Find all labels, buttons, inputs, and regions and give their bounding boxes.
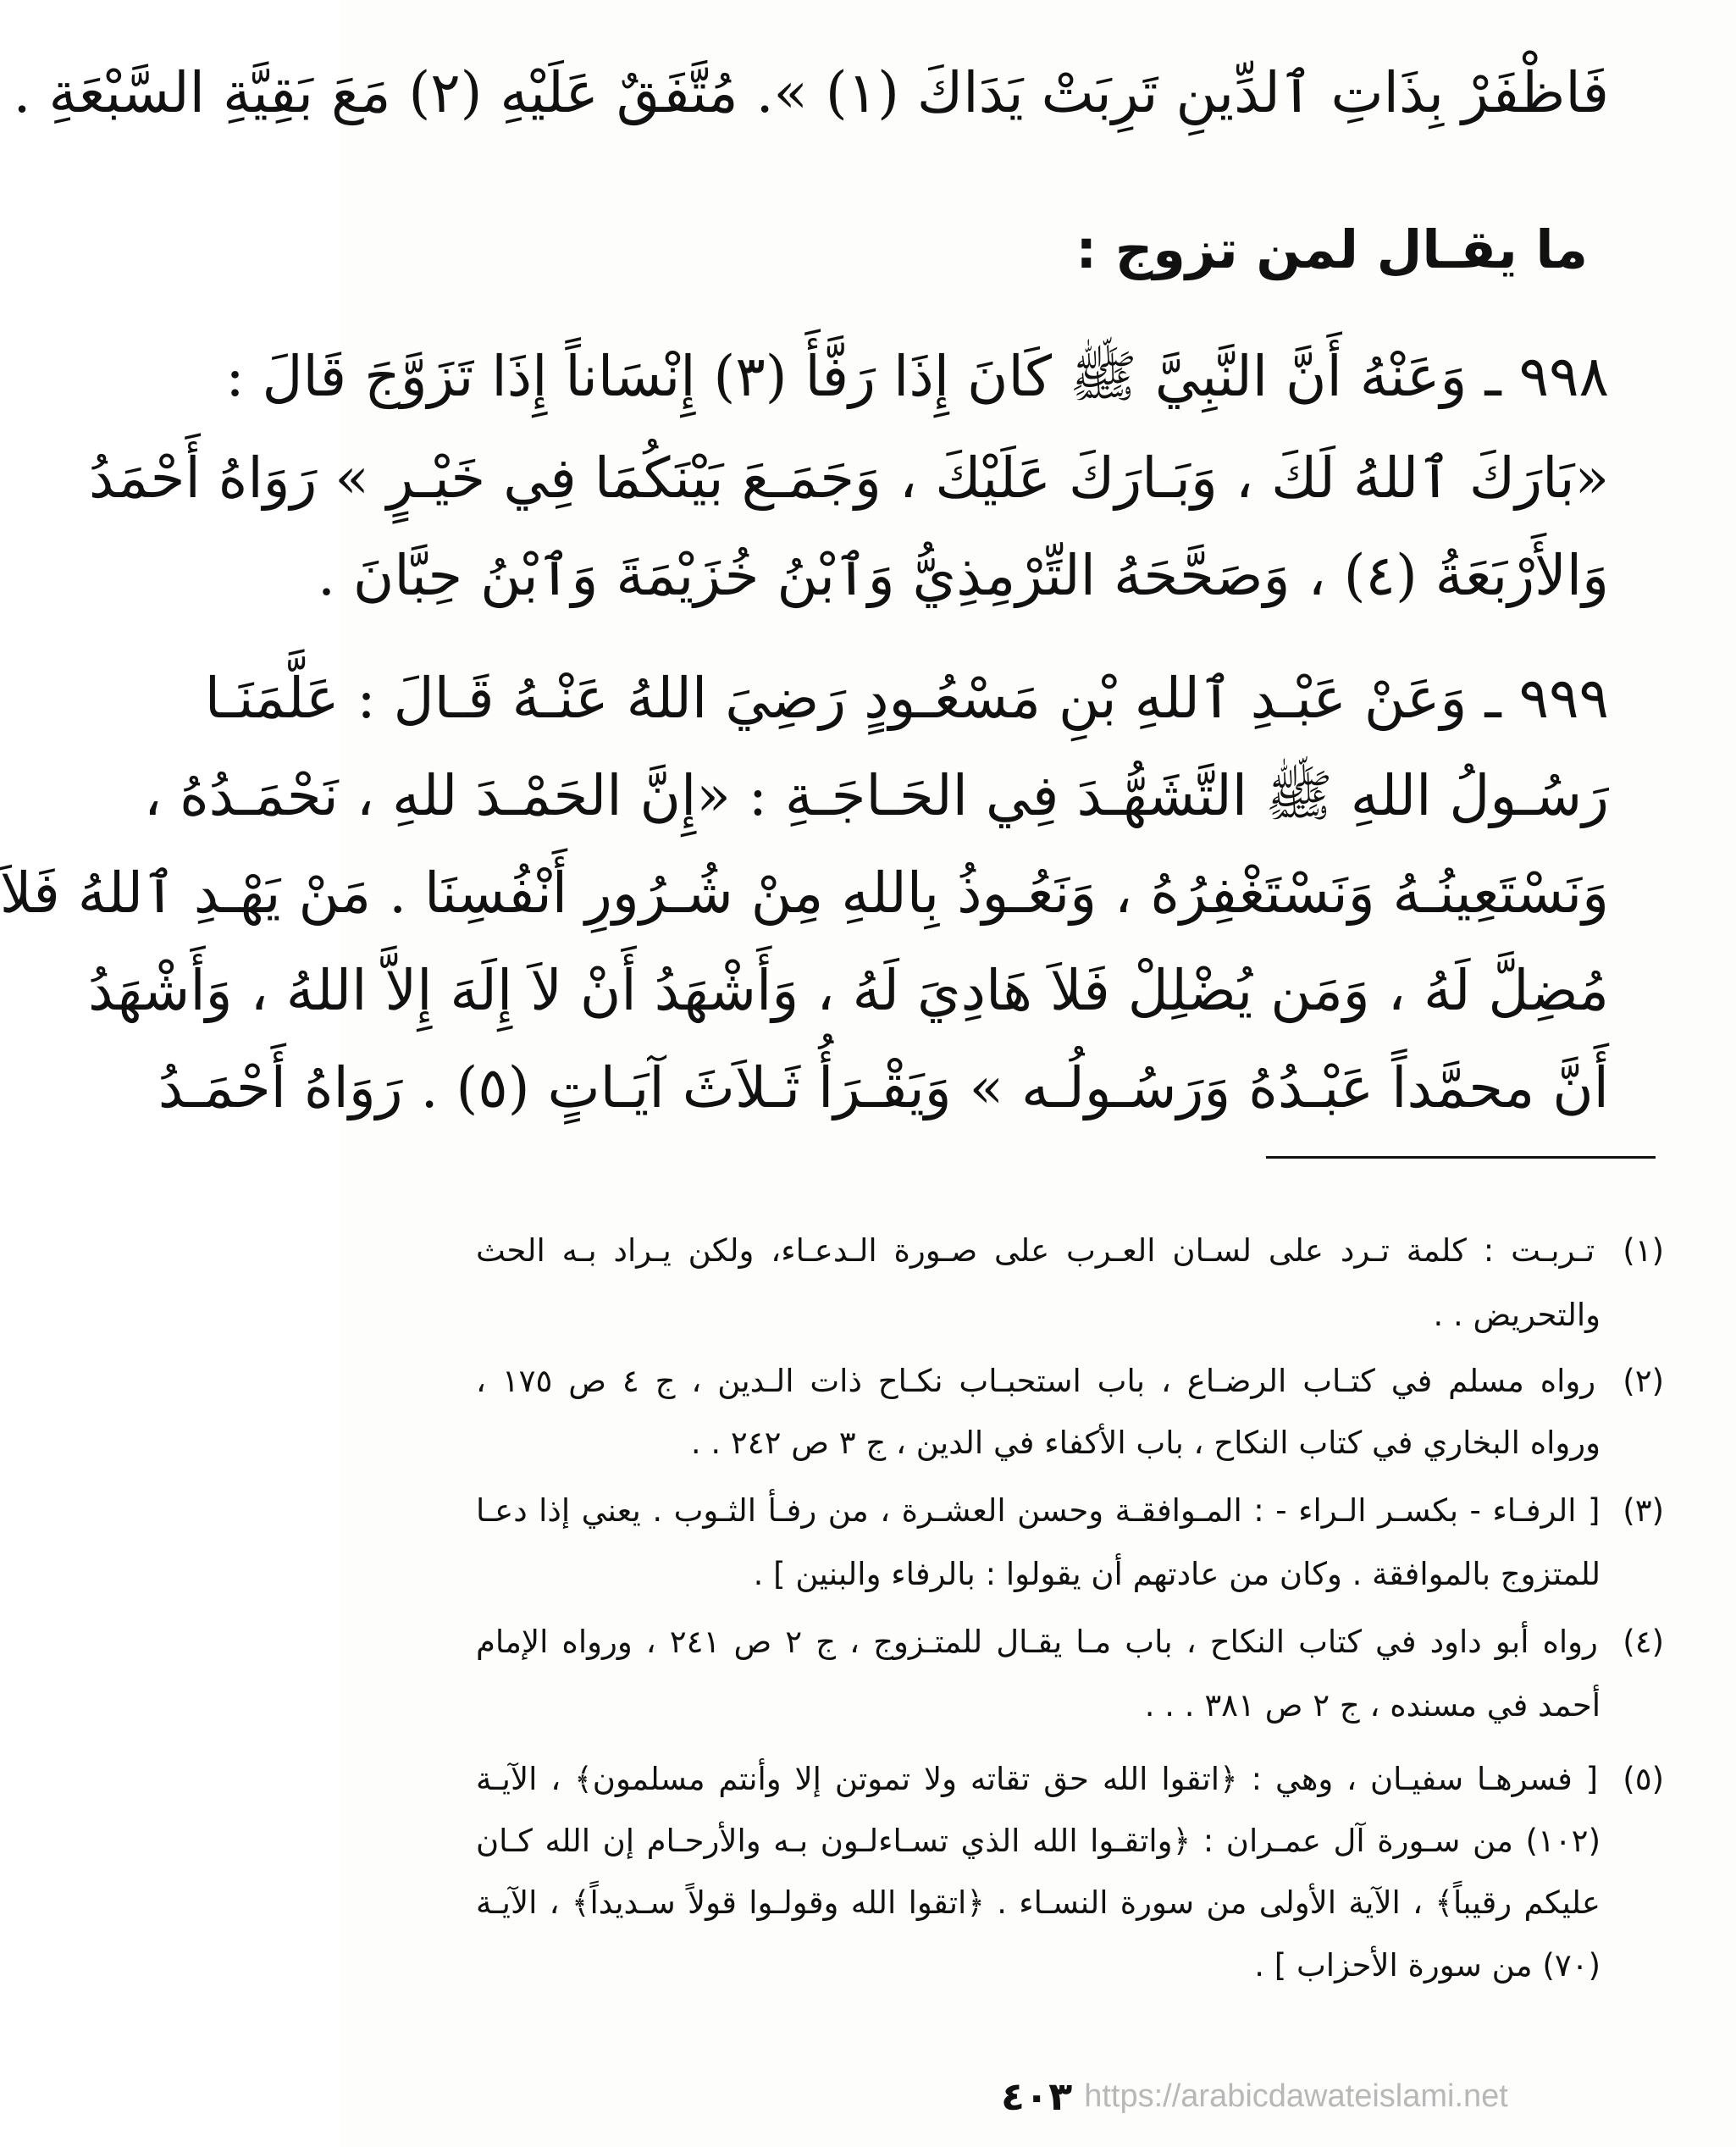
footnote-5-line-2: (١٠٢) من سـورة آل عمـران : ﴿واتقـوا الله الذي تسـاءلـون بـه والأرحـام إن الله كـان bbox=[476, 1823, 1601, 1859]
footnote-5-text: [ فسرهـا سفيـان ، وهي : ﴿اتقوا الله حق تقاته ولا تموتن إلا وأنتم مسلمون﴾ ، الآيـة bbox=[476, 1761, 1599, 1797]
footnote-4-text: رواه أبو داود في كتاب النكاح ، باب مـا يقـال للمتـزوج ، ج ٢ ص ٢٤١ ، ورواه الإمام bbox=[476, 1624, 1598, 1660]
footnote-3-text: [ الرفـاء - بكسـر الـراء - : المـوافقـة وحسن العشـرة ، من رفـأ الثـوب . يعني إذا دعـا bbox=[476, 1492, 1601, 1529]
footnote-divider bbox=[1266, 1156, 1656, 1159]
footnote-1-line-2: والتحريض . . bbox=[1433, 1297, 1601, 1333]
hadith-998-line-2: «بَارَكَ ٱللهُ لَكَ ، وَبَـارَكَ عَلَيْكَ ، وَجَمَـعَ بَيْنَكُمَا فِي خَيْـرٍ » رَوَاهُ أَحْمَدُ bbox=[88, 445, 1609, 511]
footnote-1-text: تـربـت : كلمة تـرد على لسـان العـرب على صـورة الـدعـاء، ولكن يـراد بـه الحث bbox=[476, 1232, 1595, 1269]
footnote-2-line-1 bbox=[476, 1357, 1664, 1406]
footnote-4-line-2: أحمد في مسنده ، ج ٢ ص ٣٨١ . . . bbox=[1144, 1687, 1601, 1724]
watermark: https://arabicdawateislami.net bbox=[1084, 2078, 1508, 2114]
footnote-3-line-1 bbox=[476, 1486, 1664, 1536]
footnote-5-line-3: عليكم رقيباً﴾ ، الآية الأولى من سورة النسـاء . ﴿اتقوا الله وقولـوا قولاً سـديداً﴾ ، الآيـة bbox=[476, 1884, 1601, 1921]
footnote-4-number: (٤) bbox=[1623, 1624, 1664, 1660]
hadith-999-line-1: ٩٩٩ ـ وَعَنْ عَبْـدِ ٱللهِ بْنِ مَسْعُـودٍ رَضِيَ اللهُ عَنْـهُ قَـالَ : عَلَّمَنَـا bbox=[204, 666, 1609, 731]
hadith-998-line-1: ٩٩٨ ـ وَعَنْهُ أَنَّ النَّبِيَّ ﷺ كَانَ إِذَا رَفَّأَ (٣) إِنْسَاناً إِذَا تَزَوَّجَ قَالَ : bbox=[225, 344, 1609, 409]
footnote-1-number: (١) bbox=[1623, 1232, 1664, 1269]
main-text-line-1: فَاظْفَرْ بِذَاتِ ٱلدِّينِ تَرِبَتْ يَدَاكَ (١) ». مُتَّفَقٌ عَلَيْهِ (٢) مَعَ بَقِيَّةِ السَّبْعَةِ . bbox=[13, 60, 1609, 125]
footnote-5-line-1 bbox=[476, 1755, 1664, 1804]
hadith-999-line-4: مُضِلَّ لَهُ ، وَمَن يُضْلِلْ فَلاَ هَادِيَ لَهُ ، وَأَشْهَدُ أَنْ لاَ إِلَهَ إِلاَّ اللهُ ، وَأَشْهَدُ bbox=[87, 958, 1609, 1023]
footnote-2-line-2: ورواه البخاري في كتاب النكاح ، باب الأكفاء في الدين ، ج ٣ ص ٢٤٢ . . bbox=[690, 1425, 1601, 1461]
footnote-2-number: (٢) bbox=[1623, 1363, 1665, 1399]
footnote-5-number: (٥) bbox=[1623, 1761, 1664, 1797]
hadith-999-line-5: أَنَّ محمَّداً عَبْـدُهُ وَرَسُـولُـه » وَيَقْـرَأُ ثَـلاَثَ آيَـاتٍ (٥) . رَوَاهُ أَحْمَـدُ bbox=[158, 1055, 1609, 1121]
footnote-3-number: (٣) bbox=[1623, 1492, 1664, 1529]
page-footer bbox=[1001, 2067, 1508, 2126]
hadith-999-line-3: وَنَسْتَعِينُـهُ وَنَسْتَغْفِرُهُ ، وَنَعُـوذُ بِاللهِ مِنْ شُـرُورِ أَنْفُسِنَا . مَنْ يَهْـدِ ٱللهُ فَلاَ bbox=[0, 860, 1609, 926]
page-number: ٤٠٣ bbox=[1001, 2073, 1073, 2119]
hadith-999-line-2: رَسُـولُ اللهِ ﷺ التَّشَهُّـدَ فِي الحَـاجَـةِ : «إِنَّ الحَمْـدَ للهِ ، نَحْمَـدُهُ ، bbox=[143, 763, 1609, 828]
hadith-998-line-3: وَالأَرْبَعَةُ (٤) ، وَصَحَّحَهُ التِّرْمِذِيُّ وَٱبْنُ خُزَيْمَةَ وَٱبْنُ حِبَّانَ . bbox=[317, 543, 1609, 608]
footnote-4-line-1 bbox=[476, 1618, 1664, 1667]
section-heading: ما يقـال لمن تزوج : bbox=[1075, 219, 1588, 280]
footnote-5-line-4: (٧٠) من سورة الأحزاب ] . bbox=[1254, 1947, 1601, 1984]
footnote-3-line-2: للمتزوج بالموافقة . وكان من عادتهم أن يقولوا : بالرفاء والبنين ] . bbox=[753, 1556, 1601, 1592]
footnote-1-line-1 bbox=[476, 1226, 1664, 1275]
footnote-2-text: رواه مسلم في كتـاب الرضـاع ، باب استحبـاب نكـاح ذات الـدين ، ج ٤ ص ١٧٥ ، bbox=[476, 1363, 1596, 1399]
